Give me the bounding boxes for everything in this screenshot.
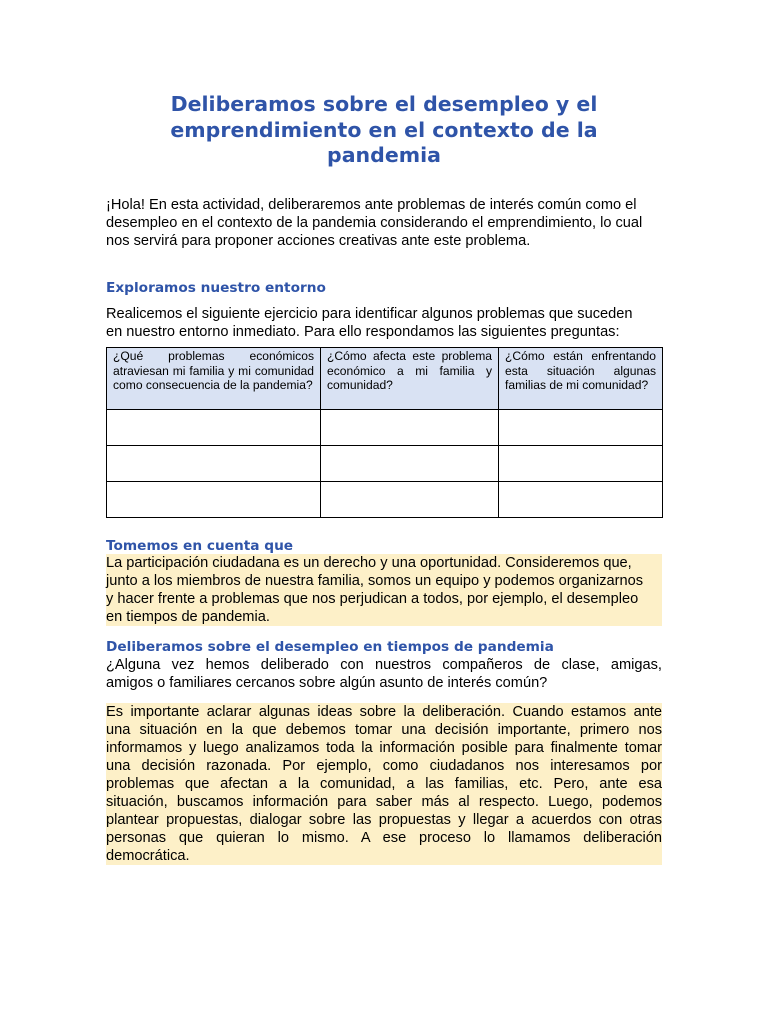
explore-line: en nuestro entorno inmediato. Para ello respondamos las siguientes preguntas:: [106, 324, 620, 340]
intro-line: desempleo en el contexto de la pandemia considerando el emprendimiento, lo cual: [106, 215, 643, 231]
questions-table: [106, 347, 663, 518]
answer-cell[interactable]: [499, 482, 663, 518]
title-line: Deliberamos sobre el desempleo y el: [170, 92, 598, 116]
table-header-row: [107, 348, 663, 410]
participation-line: La participación ciudadana es un derecho y una oportunidad. Consideremos que,: [106, 555, 632, 571]
deliberation-line: problemas que afectan a la comunidad, a las familias, etc. Pero, ante esa: [106, 776, 662, 792]
table-row: [107, 482, 663, 518]
question-paragraph: [106, 656, 662, 692]
deliberation-line: informamos y luego analizamos toda la información posible para finalmente tomar: [106, 740, 662, 756]
answer-cell[interactable]: [107, 410, 321, 446]
participation-paragraph: [106, 554, 662, 626]
explore-line: Realicemos el siguiente ejercicio para identificar algunos problemas que suceden: [106, 306, 633, 322]
explore-paragraph: [106, 305, 662, 341]
answer-cell[interactable]: [499, 410, 663, 446]
answer-cell[interactable]: [107, 446, 321, 482]
table-header-cell: ¿Qué problemas económicos atraviesan mi familia y mi comunidad como consecuencia de la pandemia?: [107, 348, 321, 410]
intro-line: nos servirá para proponer acciones creativas ante este problema.: [106, 233, 531, 249]
deliberation-line: personas que quieran lo mismo. A ese proceso lo llamamos deliberación: [106, 830, 662, 846]
answer-cell[interactable]: [499, 446, 663, 482]
deliberation-line: democrática.: [106, 848, 190, 864]
participation-line: en tiempos de pandemia.: [106, 609, 270, 625]
section-heading-explore: Exploramos nuestro entorno: [106, 280, 326, 296]
participation-line: y hacer frente a problemas que nos perjudican a todos, por ejemplo, el desempleo: [106, 591, 639, 607]
deliberation-line: plantear propuestas, dialogar sobre las propuestas y llegar a acuerdos con otras: [106, 812, 662, 828]
answer-cell[interactable]: [321, 410, 499, 446]
title-line: emprendimiento en el contexto de la: [170, 117, 598, 142]
deliberation-line: Es importante aclarar algunas ideas sobre la deliberación. Cuando estamos ante: [106, 704, 662, 720]
participation-line: junto a los miembros de nuestra familia, somos un equipo y podemos organizarnos: [106, 573, 644, 589]
document-title: [106, 92, 662, 169]
table-header-cell: ¿Cómo afecta este problema económico a mi familia y comunidad?: [321, 348, 499, 410]
intro-paragraph: [106, 196, 662, 250]
answer-cell[interactable]: [321, 446, 499, 482]
answer-cell[interactable]: [321, 482, 499, 518]
question-line: ¿Alguna vez hemos deliberado con nuestros compañeros de clase, amigas,: [106, 657, 662, 673]
question-line: amigos o familiares cercanos sobre algún asunto de interés común?: [106, 675, 548, 691]
deliberation-paragraph: [106, 703, 662, 865]
section-heading-deliberate: Deliberamos sobre el desempleo en tiempos de pandemia: [106, 639, 554, 655]
title-line: pandemia: [327, 143, 441, 167]
table-row: [107, 446, 663, 482]
deliberation-line: una situación en la que debemos tomar una decisión importante, primero nos: [106, 722, 662, 738]
section-heading-consider: Tomemos en cuenta que: [106, 538, 294, 554]
answer-cell[interactable]: [107, 482, 321, 518]
table-header-cell: ¿Cómo están enfrentando esta situación algunas familias de mi comunidad?: [499, 348, 663, 410]
intro-line: ¡Hola! En esta actividad, deliberaremos ante problemas de interés común como el: [106, 197, 637, 213]
deliberation-line: una decisión razonada. Por ejemplo, como ciudadanos nos interesamos por: [106, 758, 662, 774]
table-row: [107, 410, 663, 446]
deliberation-line: situación, buscamos información para saber más al respecto. Luego, podemos: [106, 794, 662, 810]
